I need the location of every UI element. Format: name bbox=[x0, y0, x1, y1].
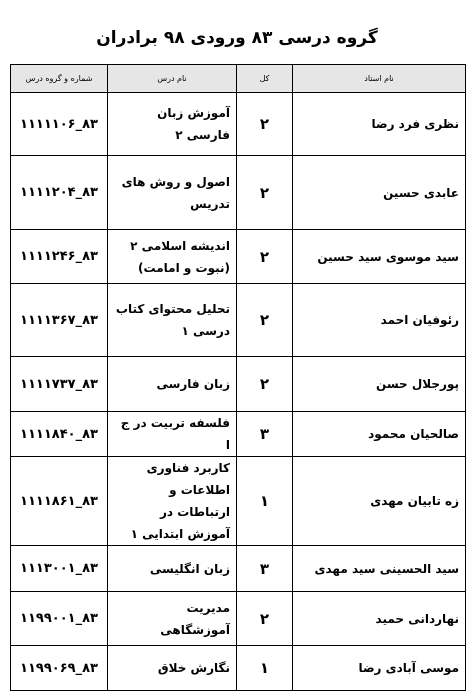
course-units: ۳ bbox=[237, 412, 293, 457]
teacher-name: موسی آبادی رضا bbox=[293, 646, 466, 691]
course-code: ۱۱۱۳۰۰۱_۸۳ bbox=[11, 546, 108, 592]
course-code: ۱۱۱۱۸۴۰_۸۳ bbox=[11, 412, 108, 457]
course-name: مدیریت آموزشگاهی bbox=[108, 592, 237, 646]
header-units: کل bbox=[237, 65, 293, 93]
table-row bbox=[11, 93, 466, 156]
course-units: ۳ bbox=[237, 546, 293, 592]
header-teacher: نام استاد bbox=[293, 65, 466, 93]
header-row bbox=[11, 65, 466, 93]
teacher-name: پورجلال حسن bbox=[293, 357, 466, 412]
table-row bbox=[11, 546, 466, 592]
page-title: گروه درسی ۸۳ ورودی ۹۸ برادران bbox=[96, 28, 378, 48]
teacher-name: زه تابیان مهدی bbox=[293, 457, 466, 546]
course-code: ۱۱۱۱۲۰۴_۸۳ bbox=[11, 156, 108, 230]
course-code: ۱۱۱۱۲۴۶_۸۳ bbox=[11, 230, 108, 284]
teacher-name: نهاردانی حمید bbox=[293, 592, 466, 646]
course-name: زبان انگلیسی bbox=[108, 546, 237, 592]
course-code: ۱۱۹۹۰۶۹_۸۳ bbox=[11, 646, 108, 691]
course-name: فلسفه تربیت در ج ا bbox=[108, 412, 237, 457]
header-code: شماره و گروه درس bbox=[11, 65, 108, 93]
course-units: ۱ bbox=[237, 646, 293, 691]
teacher-name: نظری فرد رضا bbox=[293, 93, 466, 156]
teacher-name: عابدی حسین bbox=[293, 156, 466, 230]
course-table bbox=[10, 64, 466, 691]
course-name: کاربرد فناوری اطلاعات و ارتباطات در آموزش ابتدایی ۱ bbox=[108, 457, 237, 546]
table-row bbox=[11, 156, 466, 230]
course-code: ۱۱۱۱۸۶۱_۸۳ bbox=[11, 457, 108, 546]
course-units: ۲ bbox=[237, 357, 293, 412]
course-name: اصول و روش های تدریس bbox=[108, 156, 237, 230]
course-units: ۱ bbox=[237, 457, 293, 546]
teacher-name: صالحیان محمود bbox=[293, 412, 466, 457]
course-name: زبان فارسی bbox=[108, 357, 237, 412]
header-course: نام درس bbox=[108, 65, 237, 93]
table-row bbox=[11, 284, 466, 357]
course-code: ۱۱۱۱۱۰۶_۸۳ bbox=[11, 93, 108, 156]
course-name: نگارش خلاق bbox=[108, 646, 237, 691]
course-units: ۲ bbox=[237, 93, 293, 156]
course-name: آموزش زبان فارسی ۲ bbox=[108, 93, 237, 156]
course-units: ۲ bbox=[237, 284, 293, 357]
table-row bbox=[11, 457, 466, 546]
table-row bbox=[11, 646, 466, 691]
table-row bbox=[11, 592, 466, 646]
teacher-name: سید الحسینی سید مهدی bbox=[293, 546, 466, 592]
course-code: ۱۱۱۱۳۶۷_۸۳ bbox=[11, 284, 108, 357]
table-row bbox=[11, 230, 466, 284]
course-code: ۱۱۱۱۷۳۷_۸۳ bbox=[11, 357, 108, 412]
teacher-name: سید موسوی سید حسین bbox=[293, 230, 466, 284]
table-row bbox=[11, 412, 466, 457]
teacher-name: رئوفیان احمد bbox=[293, 284, 466, 357]
course-units: ۲ bbox=[237, 230, 293, 284]
course-units: ۲ bbox=[237, 156, 293, 230]
course-name: اندیشه اسلامی ۲ (نبوت و امامت) bbox=[108, 230, 237, 284]
table-row bbox=[11, 357, 466, 412]
course-code: ۱۱۹۹۰۰۱_۸۳ bbox=[11, 592, 108, 646]
course-name: تحلیل محتوای کتاب درسی ۱ bbox=[108, 284, 237, 357]
course-units: ۲ bbox=[237, 592, 293, 646]
